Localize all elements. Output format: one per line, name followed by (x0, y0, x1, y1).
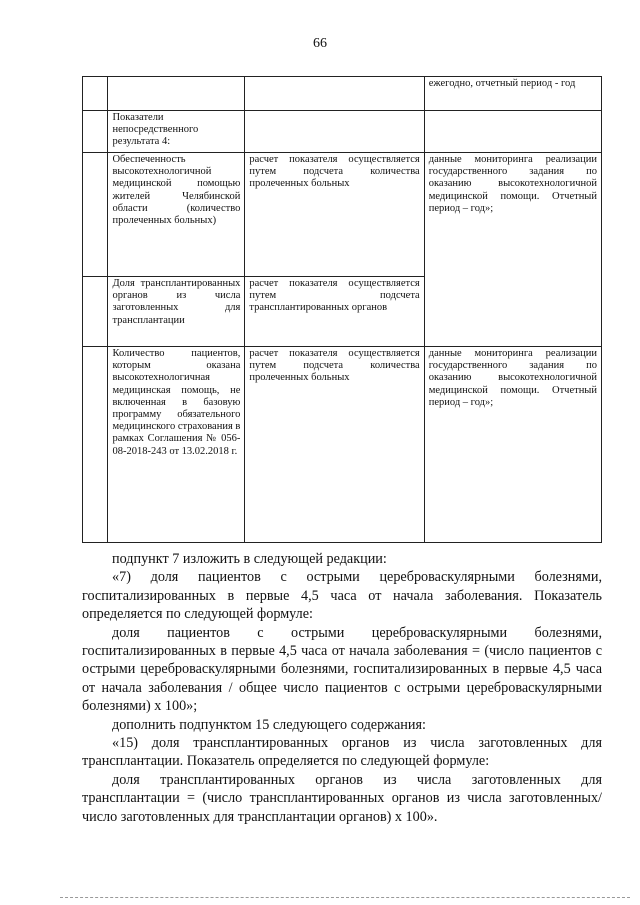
table-row (83, 153, 602, 277)
table-cell: Обеспеченность высокотехнологичной медицинской помощью жителей Челябинской области (количество пролеченных больных) (108, 153, 245, 277)
table-cell: ежегодно, отчетный период - год (424, 77, 601, 111)
table-cell (245, 111, 424, 153)
body-text (82, 550, 602, 826)
table-cell: Показатели непосредственного результата 4: (108, 111, 245, 153)
table-cell (108, 77, 245, 111)
table-cell (424, 111, 601, 153)
table-cell-num (83, 153, 108, 277)
table-cell: расчет показателя осуществляется путем подсчета трансплантированных органов (245, 277, 424, 347)
paragraph: «15) доля трансплантированных органов из числа заготовленных для трансплантации. Показатель определяется по следующей формуле: (82, 735, 602, 770)
page-number: 66 (313, 36, 327, 51)
table-cell (245, 77, 424, 111)
table-cell: Доля трансплантированных органов из числа заготовленных для трансплантации (108, 277, 245, 347)
table-row (83, 347, 602, 543)
table-row (83, 111, 602, 153)
table-cell-num (83, 77, 108, 111)
indicators-table (82, 76, 602, 543)
table-cell-num (83, 347, 108, 543)
paragraph: доля трансплантированных органов из числа заготовленных для трансплантации = (число трансплантированных органов из числа заготовленных/число заготовленных для трансплантации органов) х 100». (82, 771, 602, 825)
table-cell: расчет показателя осуществляется путем подсчета количества пролеченных больных (245, 347, 424, 543)
table-cell: расчет показателя осуществляется путем подсчета количества пролеченных больных (245, 153, 424, 277)
table-cell: Количество пациентов, которым оказана высокотехнологичная медицинская помощь, не включенная в базовую программу обязательного медицинского страхования в рамках Соглашения № 056-08-2018-243 от 13.02.2018 г. (108, 347, 245, 543)
table-row (83, 77, 602, 111)
table-cell: данные мониторинга реализации государственного задания по оказанию высокотехнологичной медицинской помощи. Отчетный период – год»; (424, 153, 601, 347)
paragraph: доля пациентов с острыми цереброваскулярными болезнями, госпитализированных в первые 4,5 часа от начала заболевания = (число пациентов с острыми цереброваскулярными болезнями, госпитализированных в первые 4,5 часа от начала заболевания / общее число пациентов с острыми цереброваскулярными болезнями) х 100»; (82, 624, 602, 715)
paragraph: «7) доля пациентов с острыми цереброваскулярными болезнями, госпитализированных в первые 4,5 часа от начала заболевания. Показатель определяется по следующей формуле: (82, 569, 602, 623)
paragraph: дополнить подпунктом 15 следующего содержания: (112, 716, 426, 733)
paragraph: подпункт 7 изложить в следующей редакции: (112, 551, 387, 567)
table-cell-num (83, 277, 108, 347)
table-cell: данные мониторинга реализации государственного задания по оказанию высокотехнологичной медицинской помощи. Отчетный период – год»; (424, 347, 601, 543)
page-edge-line (60, 897, 630, 898)
table-cell-num (83, 111, 108, 153)
